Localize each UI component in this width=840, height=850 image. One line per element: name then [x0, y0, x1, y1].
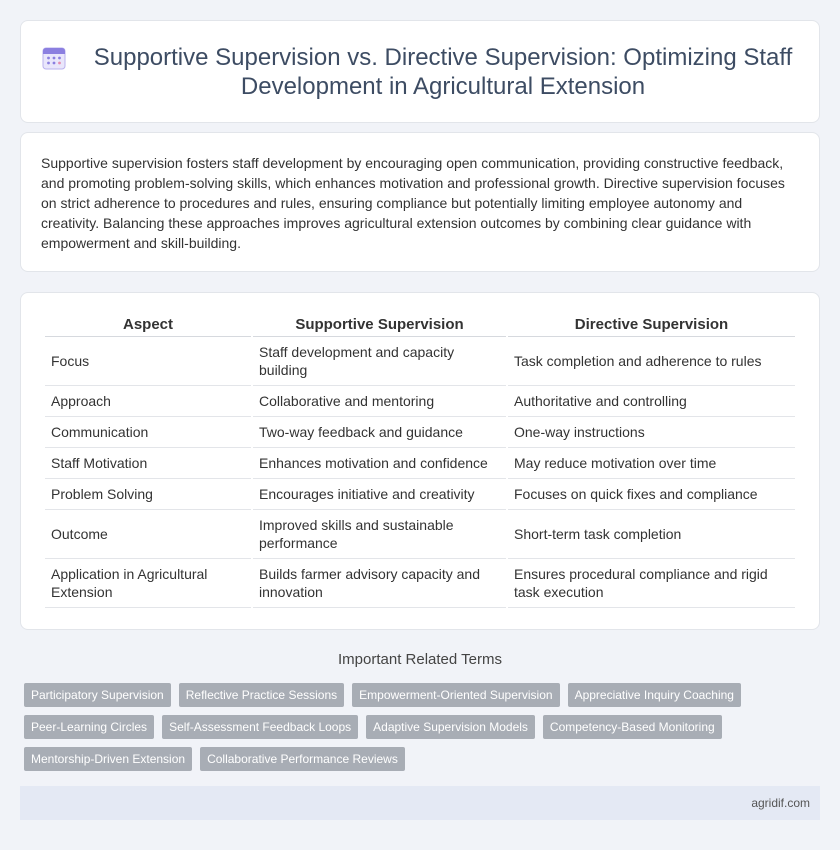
table-cell: Approach	[45, 386, 251, 417]
table-cell: Outcome	[45, 510, 251, 559]
table-cell: Communication	[45, 417, 251, 448]
table-cell: One-way instructions	[508, 417, 795, 448]
related-term-tag[interactable]: Self-Assessment Feedback Loops	[162, 715, 358, 739]
table-row	[45, 559, 795, 608]
footer	[20, 786, 820, 820]
table-cell: Improved skills and sustainable performance	[253, 510, 506, 559]
page-title: Supportive Supervision vs. Directive Supervision: Optimizing Staff Development in Agricultural Extension	[93, 43, 793, 100]
related-term-tag[interactable]: Participatory Supervision	[24, 683, 171, 707]
table-cell: Ensures procedural compliance and rigid task execution	[508, 559, 795, 608]
related-term-tag[interactable]: Collaborative Performance Reviews	[200, 747, 405, 771]
comparison-table-card	[20, 292, 820, 630]
footer-site-link[interactable]: agridif.com	[751, 796, 810, 810]
related-term-tag[interactable]: Reflective Practice Sessions	[179, 683, 344, 707]
header-card	[20, 20, 820, 123]
table-row	[45, 417, 795, 448]
table-cell: Short-term task completion	[508, 510, 795, 559]
column-header-aspect: Aspect	[45, 315, 251, 337]
table-header-row	[45, 315, 795, 337]
table-cell: Staff development and capacity building	[253, 337, 506, 386]
table-cell: Focus	[45, 337, 251, 386]
related-term-tag[interactable]: Appreciative Inquiry Coaching	[568, 683, 741, 707]
table-row	[45, 386, 795, 417]
summary-card	[20, 132, 820, 272]
table-cell: Encourages initiative and creativity	[253, 479, 506, 510]
column-header-supportive: Supportive Supervision	[253, 315, 506, 337]
table-cell: May reduce motivation over time	[508, 448, 795, 479]
table-cell: Application in Agricultural Extension	[45, 559, 251, 608]
calendar-icon	[41, 45, 67, 71]
table-row	[45, 479, 795, 510]
related-terms-list	[24, 683, 804, 771]
table-cell: Focuses on quick fixes and compliance	[508, 479, 795, 510]
table-cell: Two-way feedback and guidance	[253, 417, 506, 448]
related-terms-title: Important Related Terms	[338, 651, 502, 668]
table-cell: Task completion and adherence to rules	[508, 337, 795, 386]
related-term-tag[interactable]: Competency-Based Monitoring	[543, 715, 722, 739]
summary-text: Supportive supervision fosters staff development by encouraging open communication, providing constructive feedback, and promoting problem-solving skills, which enhances motivation and professional growth. Directive supervision focuses on strict adherence to procedures and rules, ensuring compliance but potentially limiting employee autonomy and creativity. Balancing these approaches improves agricultural extension outcomes by combining clear guidance with empowerment and skill-building.	[41, 155, 785, 251]
table-row	[45, 448, 795, 479]
related-term-tag[interactable]: Peer-Learning Circles	[24, 715, 154, 739]
column-header-directive: Directive Supervision	[508, 315, 795, 337]
table-cell: Collaborative and mentoring	[253, 386, 506, 417]
related-term-tag[interactable]: Mentorship-Driven Extension	[24, 747, 192, 771]
table-cell: Enhances motivation and confidence	[253, 448, 506, 479]
table-cell: Authoritative and controlling	[508, 386, 795, 417]
related-term-tag[interactable]: Adaptive Supervision Models	[366, 715, 535, 739]
table-cell: Builds farmer advisory capacity and innovation	[253, 559, 506, 608]
comparison-table	[43, 315, 797, 608]
related-term-tag[interactable]: Empowerment-Oriented Supervision	[352, 683, 559, 707]
table-cell: Staff Motivation	[45, 448, 251, 479]
table-row	[45, 337, 795, 386]
table-row	[45, 510, 795, 559]
table-cell: Problem Solving	[45, 479, 251, 510]
